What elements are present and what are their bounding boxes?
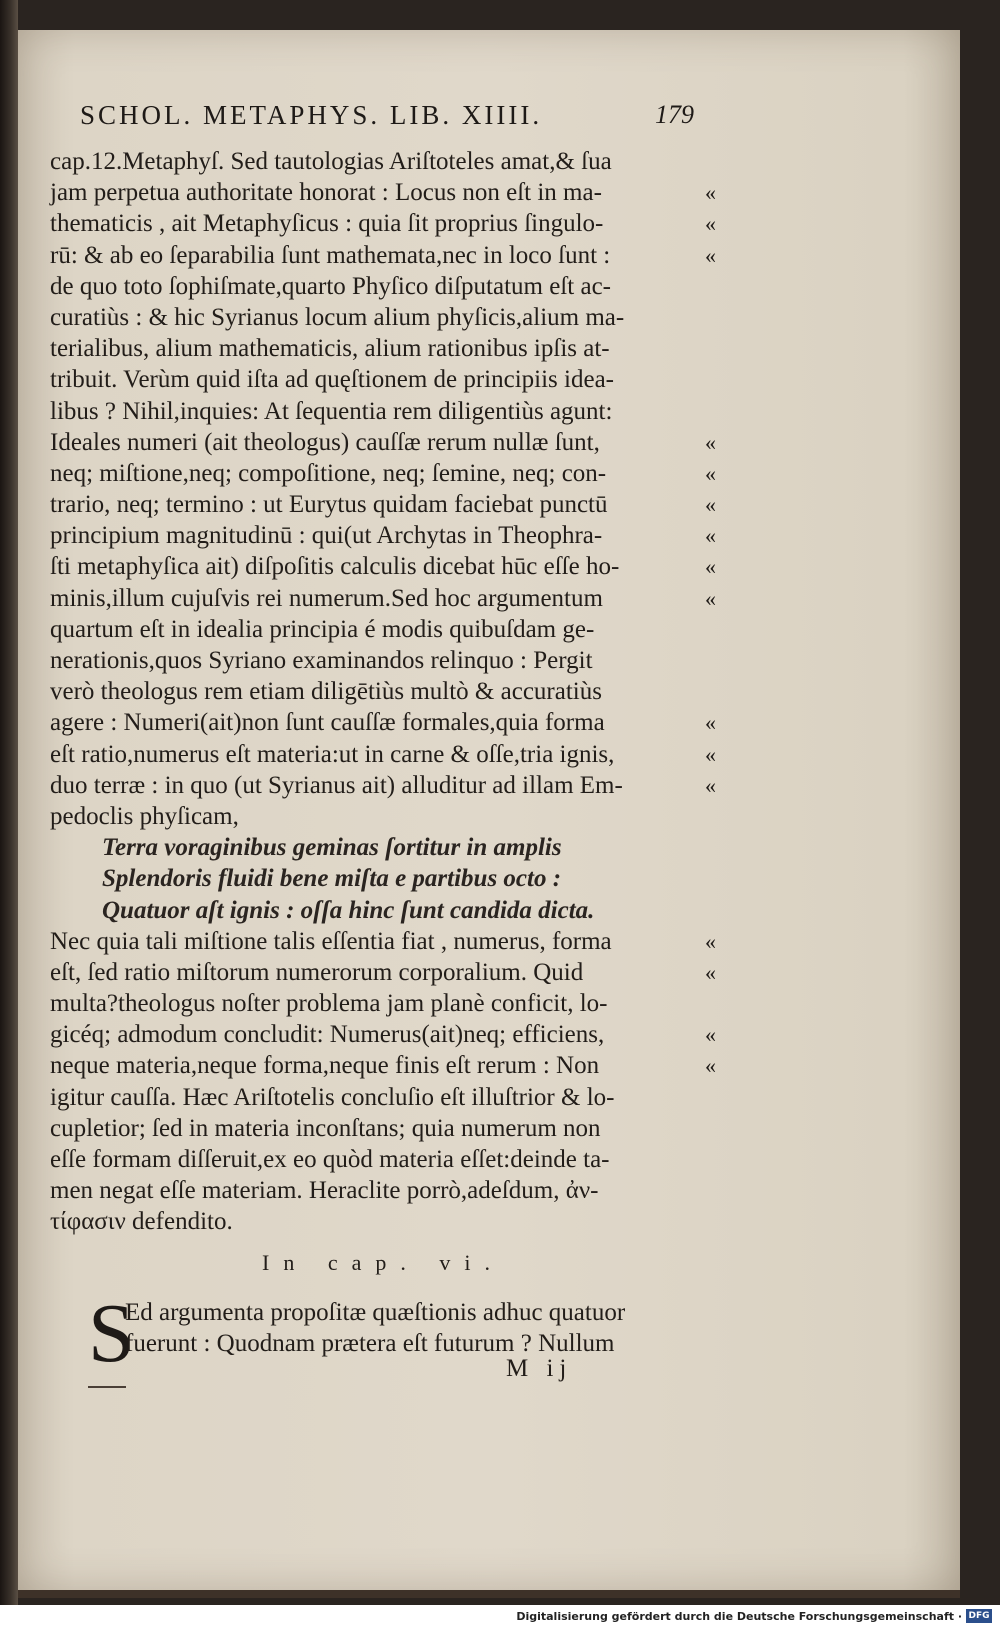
text-line: igitur cauſſa. Hæc Ariſtotelis concluſio eſt illuſtrior & lo- [50,1083,615,1111]
text-line: trario, neq; termino : ut Eurytus quidam faciebat punctū [50,491,608,519]
margin-quote-marks [705,146,735,1082]
text-line: eſſe formam diſſeruit,ex eo quòd materia eſſet:deinde ta- [50,1146,610,1173]
dfg-logo: DFG [966,1609,992,1623]
quote-mark [705,863,735,894]
scan-binding-edge [0,0,18,1629]
text-line: minis,illum cujuſvis rei numerum.Sed hoc argumentum [50,584,603,612]
verse-line: Terra voraginibus geminas ſortitur in amplis [102,834,562,862]
text-line: verò theologus rem etiam diligētiùs multò & accuratiùs [50,678,602,706]
text-line: agere : Numeri(ait)non ſunt cauſſæ formales,quia forma [50,709,605,737]
text-line: jam perpetua authoritate honorat : Locus non eſt in ma- [50,179,602,207]
text-line: Ideales numeri (ait theologus) cauſſæ rerum nullæ ſunt, [50,428,600,456]
quote-mark: « [705,585,716,611]
funding-credit: Digitalisierung gefördert durch die Deutsche Forschungsgemeinschaft · [516,1610,962,1623]
text-line: neque materia,neque forma,neque finis eſt rerum : Non [50,1052,600,1080]
quote-mark: « [705,1022,716,1048]
text-line: Nec quia tali miſtione talis eſſentia fiat , numerus, forma [50,927,612,955]
quote-mark [705,676,735,707]
section-text-line: fuerunt : Quodnam prætera eſt futurum ? Nullum [125,1330,615,1357]
signature-mark: M ij [506,1355,573,1382]
running-title: SCHOL. METAPHYS. LIB. XIIII. [80,100,543,130]
quote-mark [705,396,735,427]
quote-mark: « [705,180,716,206]
text-line: neq; miſtione,neq; compoſitione, neq; ſemine, neq; con- [50,459,607,487]
text-line: quartum eſt in idealia principia é modis quibuſdam ge- [50,615,595,643]
page-number: 179 [655,100,694,129]
text-line: cupletior; ſed in materia inconſtans; quia numerum non [50,1114,601,1142]
text-line: eſt, ſed ratio miſtorum numerorum corporalium. Quid [50,958,584,986]
quote-mark: « [705,710,716,736]
section-heading [0,1250,942,1276]
catchword-rule [88,1386,126,1388]
text-line: thematicis , ait Metaphyſicus : quia ſit proprius ſingulo- [50,210,604,238]
quote-mark [705,801,735,832]
text-line: pedoclis phyſicam, [50,802,239,830]
text-line: τίφασιν defendito. [50,1208,233,1236]
quote-mark: « [705,492,716,518]
quote-mark: « [705,554,716,580]
quote-mark [705,333,735,364]
page-bottom-edge [18,1590,960,1598]
text-line: nerationis,quos Syriano examinandos relinquo : Pergit [50,647,593,674]
quote-mark [705,645,735,676]
quote-mark [705,271,735,302]
quote-mark: « [705,242,716,268]
quote-mark: « [705,1053,716,1079]
quote-mark [705,146,735,177]
text-line: duo terræ : in quo (ut Syrianus ait) alluditur ad illam Em- [50,771,623,799]
quote-mark [705,832,735,863]
quote-mark [705,302,735,333]
text-line: men negat eſſe materiam. Heraclite porrò,adeſdum, ἀν- [50,1177,599,1205]
text-line: tribuit. Verùm quid iſta ad quęſtionem de principiis idea- [50,366,615,394]
quote-mark: « [705,429,716,455]
quote-mark: « [705,460,716,486]
text-line: multa?theologus noſter problema jam planè conficit, lo- [50,990,608,1018]
text-line: eſt ratio,numerus eſt materia:ut in carne & oſſe,tria ignis, [50,740,615,768]
main-text [50,146,730,1238]
text-line: gicéq; admodum concludit: Numerus(ait)neq; efficiens, [50,1021,605,1049]
text-line: de quo toto ſophiſmate,quarto Phyſico diſputatum eſt ac- [50,272,611,300]
text-line: terialibus, alium mathematicis, alium rationibus ipſis at- [50,335,610,363]
quote-mark [705,364,735,395]
section-heading-text: In cap. vi. [262,1250,504,1275]
quote-mark: « [705,959,716,985]
section-text-line: Ed argumenta propoſitæ quæſtionis adhuc quatuor [125,1299,626,1326]
quote-mark: « [705,928,716,954]
text-line: libus ? Nihil,inquies: At ſequentia rem diligentiùs agunt: [50,397,613,425]
text-line: curatiùs : & hic Syrianus locum alium phyſicis,alium ma- [50,303,625,331]
quote-mark [705,614,735,645]
text-line: cap.12.Metaphyſ. Sed tautologias Ariſtoteles amat,& ſua [50,148,612,175]
quote-mark: « [705,741,716,767]
quote-mark [705,895,735,926]
quote-mark [705,988,735,1019]
quote-mark: « [705,211,716,237]
quote-mark: « [705,772,716,798]
text-line: principium magnitudinū : qui(ut Archytas in Theophra- [50,522,603,550]
verse-line: Quatuor aſt ignis : oſſa hinc ſunt candida dicta. [102,896,595,924]
verse-line: Splendoris fluidi bene miſta e partibus octo : [102,865,562,893]
text-line: rū: & ab eo ſeparabilia ſunt mathemata,nec in loco ſunt : [50,241,611,269]
text-line: ſti metaphyſica ait) diſpoſitis calculis dicebat hūc eſſe ho- [50,553,620,581]
quote-mark: « [705,523,716,549]
drop-capital: S [88,1287,135,1380]
